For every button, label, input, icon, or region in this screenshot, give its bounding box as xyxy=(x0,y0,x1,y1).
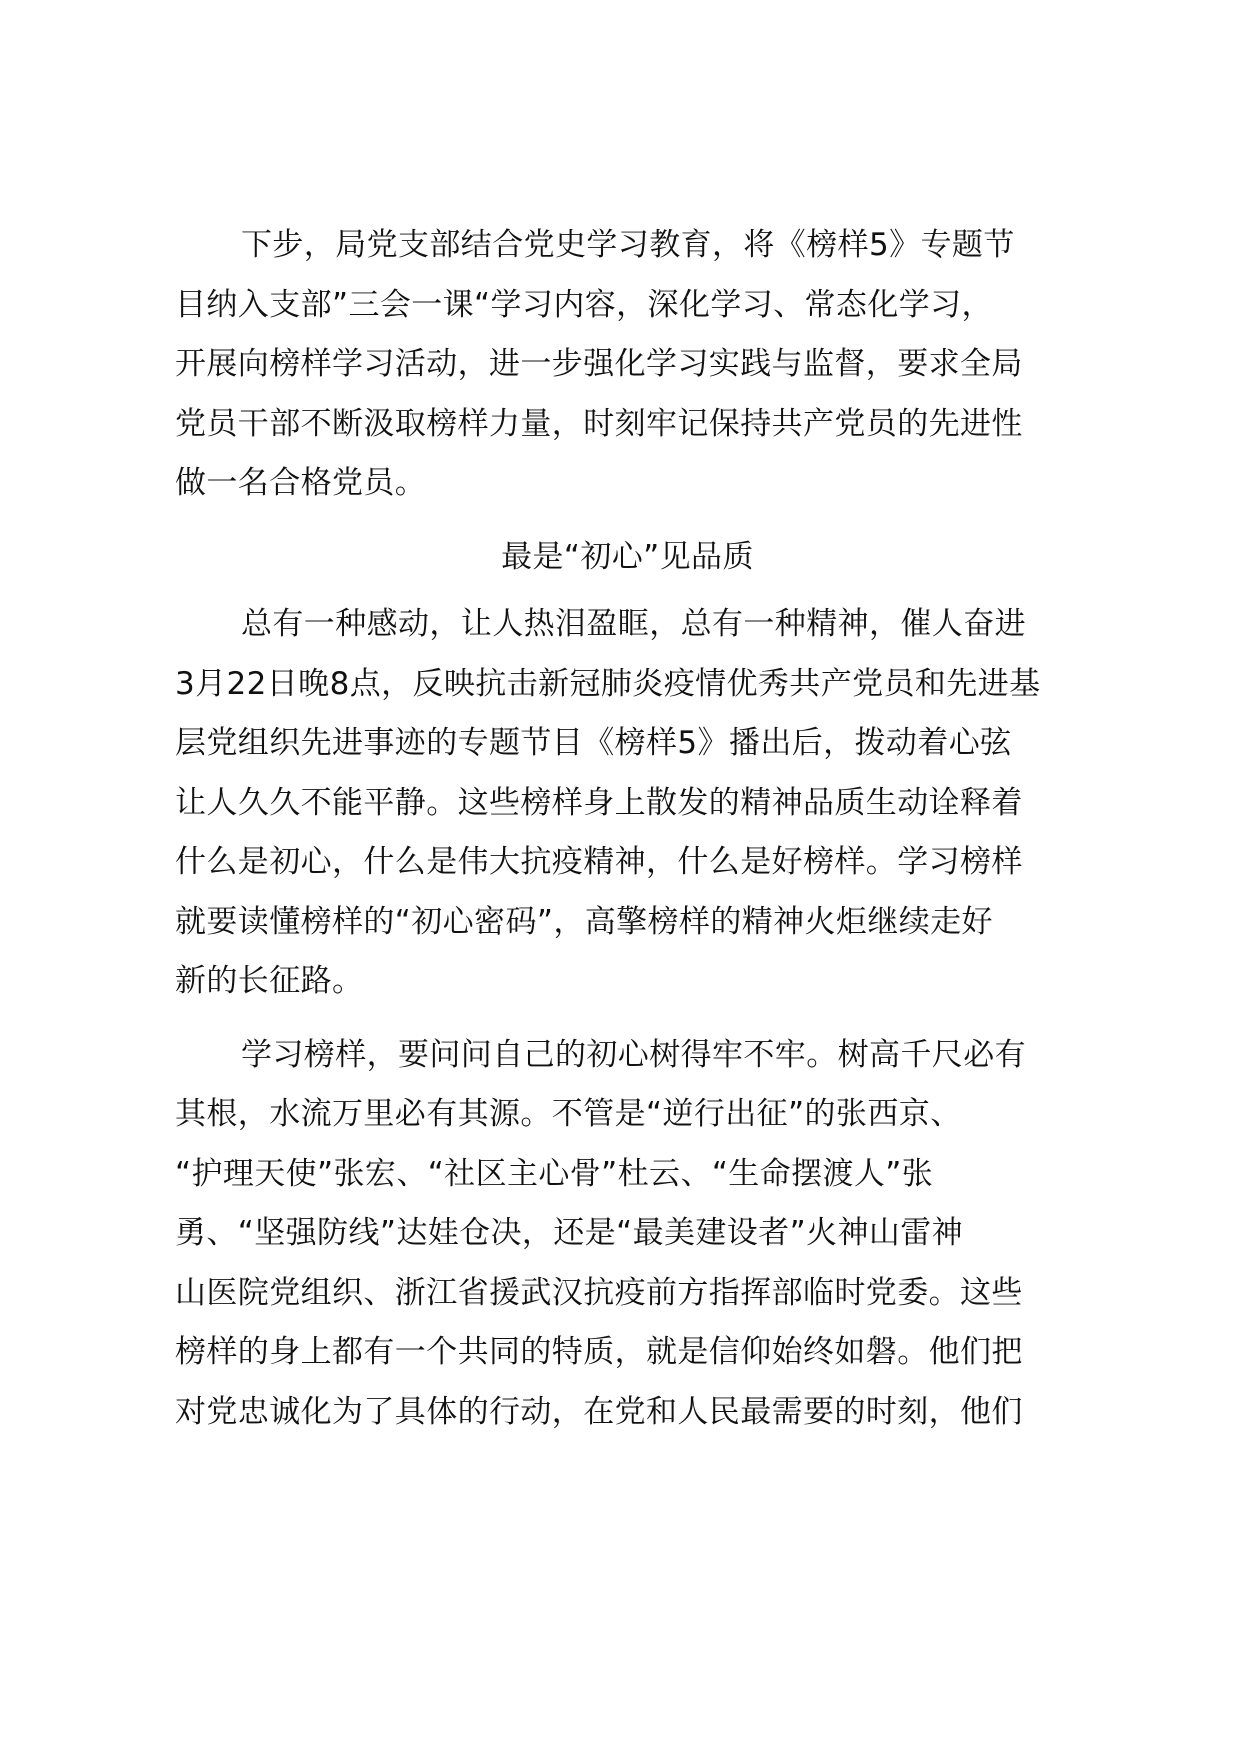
paragraph-spacer xyxy=(175,1012,1080,1026)
paragraph-line: 让人久久不能平静。这些榜样身上散发的精神品质生动诠释着 xyxy=(175,784,1023,821)
paragraph-line: 3月22日晚8点，反映抗击新冠肺炎疫情优秀共产党员和先进基 xyxy=(175,665,1041,702)
paragraph-line: 榜样的身上都有一个共同的特质，就是信仰始终如磐。他们把 xyxy=(175,1334,1023,1370)
paragraph-line: 就要读懂榜样的“初心密码”，高擎榜样的精神火炬继续走好 xyxy=(175,903,993,940)
paragraph-line: 总有一种感动，让人热泪盈眶，总有一种精神，催人奋进 xyxy=(241,606,1026,642)
paragraph-line: 什么是初心，什么是伟大抗疫精神，什么是好榜样。学习榜样 xyxy=(175,844,1023,880)
paragraph-line: 其根，水流万里必有其源。不管是“逆行出征”的张西京、 xyxy=(175,1096,962,1132)
paragraph-line: 开展向榜样学习活动，进一步强化学习实践与监督，要求全局 xyxy=(175,346,1023,382)
paragraph-line: 层党组织先进事迹的专题节目《榜样5》播出后，拨动着心弦 xyxy=(175,725,1012,761)
paragraph-3 xyxy=(175,1026,1080,1443)
paragraph-line: 党员干部不断汲取榜样力量，时刻牢记保持共产党员的先进性 xyxy=(175,405,1023,442)
paragraph-line: 下步，局党支部结合党史学习教育，将《榜样5》专题节 xyxy=(241,227,1015,263)
paragraph-line: “护理天使”张宏、“社区主心骨”杜云、“生命摆渡人”张 xyxy=(175,1155,934,1192)
paragraph-line: 山医院党组织、浙江省援武汉抗疫前方指挥部临时党委。这些 xyxy=(175,1274,1023,1311)
section-heading: 最是“初心”见品质 xyxy=(501,538,754,575)
paragraph-line: 对党忠诚化为了具体的行动，在党和人民最需要的时刻，他们 xyxy=(175,1393,1023,1430)
paragraph-line: 勇、“坚强防线”达娃仓决，还是“最美建设者”火神山雷神 xyxy=(175,1215,964,1251)
paragraph-2 xyxy=(175,595,1080,1012)
paragraph-line: 新的长征路。 xyxy=(175,963,364,999)
document-body xyxy=(175,216,1080,1442)
paragraph-line: 目纳入支部”三会一课“学习内容，深化学习、常态化学习， xyxy=(175,286,993,323)
paragraph-line: 学习榜样，要问问自己的初心树得牢不牢。树高千尺必有 xyxy=(241,1036,1026,1073)
paragraph-line: 做一名合格党员。 xyxy=(175,465,427,501)
paragraph-1 xyxy=(175,216,1080,514)
